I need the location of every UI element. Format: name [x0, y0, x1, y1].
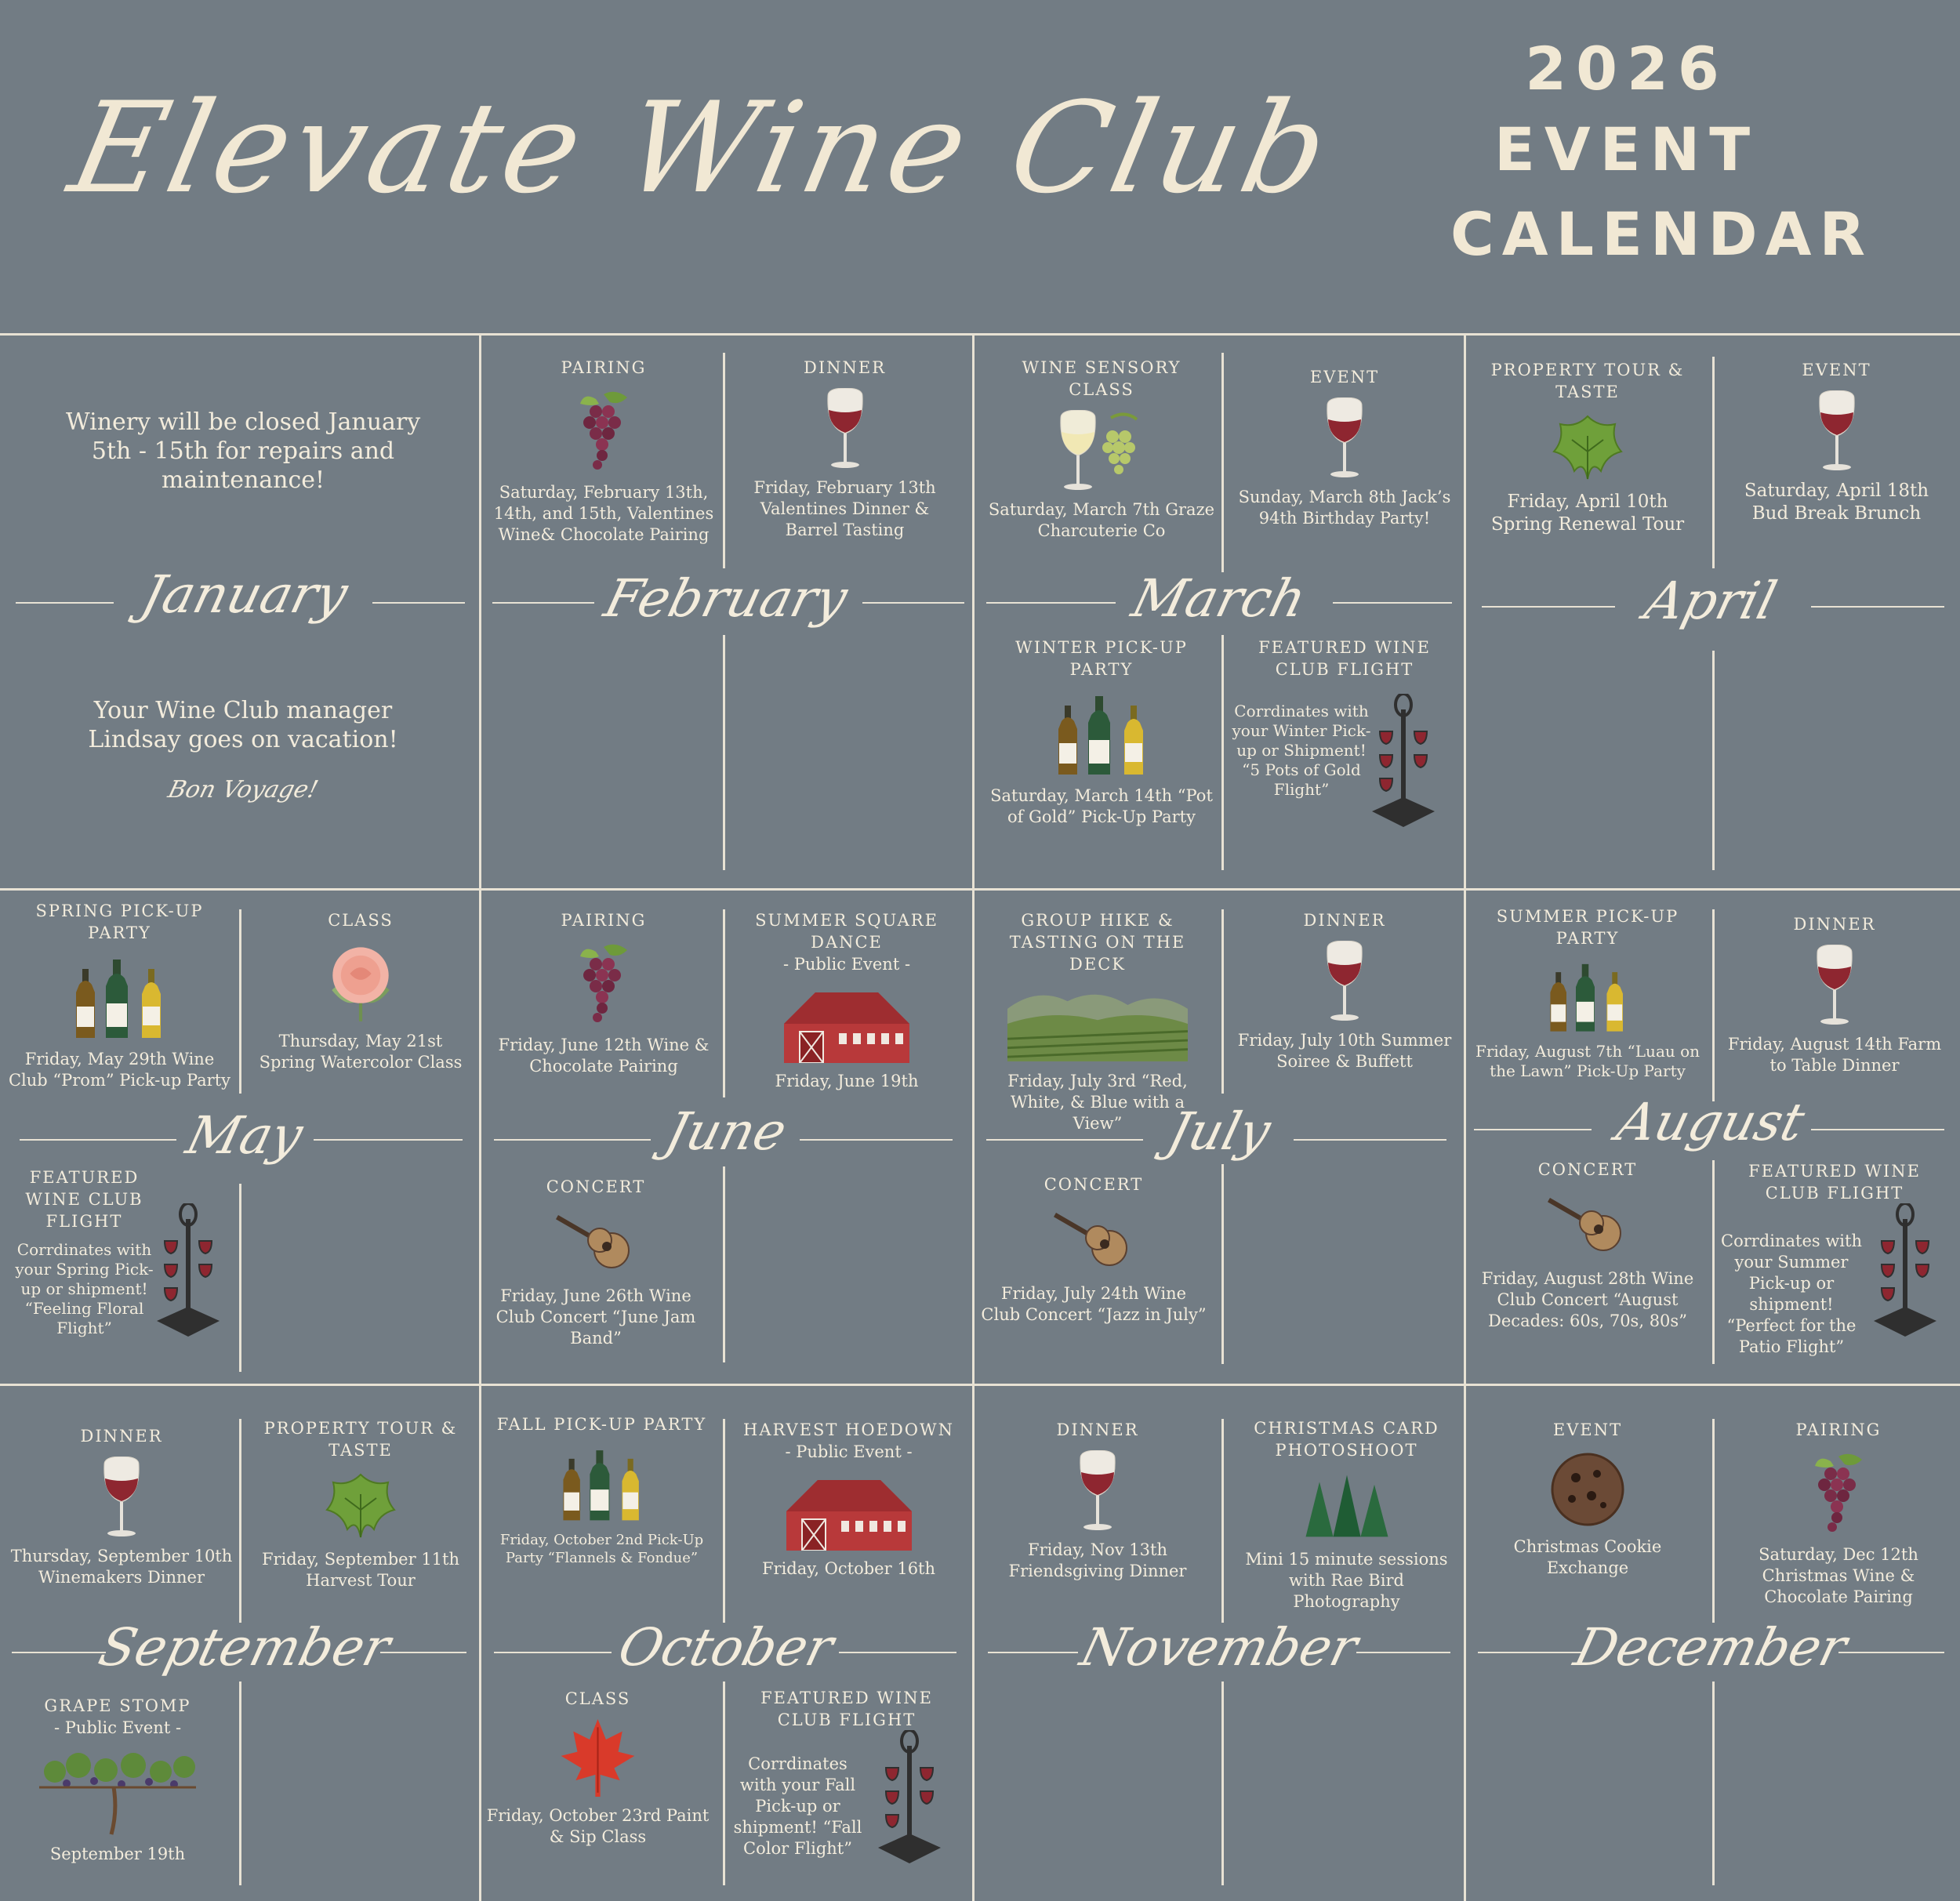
event-feb-dinner: [737, 357, 953, 541]
event-mar-birthday: [1231, 366, 1458, 529]
event-category: CLASS: [328, 911, 394, 930]
event-category: FEATURED WINE CLUB FLIGHT: [1258, 638, 1431, 679]
event-dec-cookie: [1474, 1419, 1701, 1579]
month-may: May: [180, 1105, 309, 1166]
divider: [239, 1682, 241, 1885]
wine-flight-rack-icon: [870, 1730, 949, 1865]
event-description: Corrdinates with your Spring Pick-up or shipment! “Feeling Floral Flight”: [15, 1240, 154, 1337]
wine-glass-icon: [98, 1457, 145, 1538]
event-may-flight: [8, 1166, 161, 1338]
event-category: SPRING PICK-UP PARTY: [35, 902, 204, 942]
divider: [1712, 909, 1715, 1101]
divider: [723, 1682, 725, 1885]
divider: [723, 909, 725, 1097]
event-category: FEATURED WINE CLUB FLIGHT: [25, 1168, 143, 1231]
guitar-icon: [1541, 1190, 1635, 1261]
guitar-icon: [1047, 1205, 1141, 1275]
grapes-icon: [1807, 1450, 1870, 1536]
club-title: Elevate Wine Club: [59, 74, 1345, 221]
event-description: Corrdinates with your Summer Pick-up or shipment! “Perfect for the Patio Flight”: [1721, 1232, 1862, 1356]
event-description: Friday, August 7th “Luau on the Lawn” Pick-Up Party: [1475, 1042, 1700, 1080]
event-category: SUMMER PICK-UP PARTY: [1496, 907, 1679, 948]
divider: [1712, 357, 1715, 568]
event-nov-dinner: [984, 1419, 1211, 1582]
event-category: CLASS: [564, 1689, 631, 1708]
event-category: PAIRING: [561, 911, 647, 930]
event-feb-pairing: [486, 357, 721, 546]
event-category: GROUP HIKE & TASTING ON THE DECK: [1009, 911, 1186, 974]
event-description: Friday, June 19th: [775, 1072, 919, 1090]
calendar-heading-calendar: CALENDAR: [1450, 199, 1873, 269]
event-description: Saturday, April 18th Bud Break Brunch: [1744, 481, 1929, 524]
event-description: Friday, September 11th Harvest Tour: [261, 1550, 460, 1590]
event-description: Friday, August 14th Farm to Table Dinner: [1727, 1035, 1942, 1075]
calendar-year: 2026: [1525, 34, 1729, 103]
grape-leaf-icon: [1552, 412, 1623, 483]
event-category: CONCERT: [546, 1177, 646, 1196]
divider: [1221, 635, 1224, 870]
event-category: DINNER: [1793, 915, 1876, 934]
event-apr-brunch: [1725, 359, 1948, 525]
divider: [239, 1184, 241, 1372]
event-category: EVENT: [1802, 361, 1871, 379]
event-description: Saturday, March 14th “Pot of Gold” Pick-Up Party: [990, 786, 1213, 826]
event-aug-dinner: [1721, 913, 1948, 1076]
divider: [723, 1166, 725, 1362]
wine-glass-icon: [1321, 941, 1368, 1022]
wine-bottles-icon: [559, 1445, 645, 1523]
event-jul-concert: [980, 1174, 1207, 1326]
event-description: Friday, October 23rd Paint & Sip Class: [486, 1806, 710, 1846]
grid-line-row2: [0, 888, 1960, 891]
red-barn-icon: [768, 985, 925, 1063]
divider: [1221, 1419, 1224, 1623]
event-oct-flight: [737, 1687, 956, 1731]
event-description: Mini 15 minute sessions with Rae Bird Photography: [1245, 1550, 1448, 1611]
event-category: PAIRING: [561, 358, 647, 377]
wine-glass-icon: [1074, 1450, 1121, 1532]
divider: [1712, 1419, 1715, 1623]
event-oct-pickup: [490, 1413, 713, 1567]
event-category: CONCERT: [1044, 1175, 1144, 1194]
event-oct-class: [486, 1688, 710, 1848]
event-aug-pickup: [1474, 905, 1701, 1081]
event-sep-dinner: [8, 1425, 235, 1588]
event-category: WINE SENSORY CLASS: [1022, 358, 1181, 399]
red-barn-icon: [771, 1472, 927, 1551]
event-category: EVENT: [1309, 368, 1380, 386]
grapes-icon: [572, 941, 635, 1027]
month-january: January: [135, 564, 354, 625]
event-aug-flight: [1721, 1160, 1948, 1204]
bon-voyage-text: Bon Voyage!: [165, 776, 321, 804]
event-description: Saturday, February 13th, 14th, and 15th, Valentines Wine& Chocolate Pairing: [493, 483, 714, 544]
divider: [723, 635, 725, 870]
pine-trees-icon: [1292, 1471, 1402, 1541]
event-description: Corrdinates with your Winter Pick-up or Shipment! “5 Pots of Gold Flight”: [1232, 702, 1371, 799]
event-category: FEATURED WINE CLUB FLIGHT: [760, 1689, 933, 1729]
month-december: December: [1568, 1617, 1853, 1678]
divider: [1221, 909, 1224, 1094]
event-jul-dinner: [1235, 909, 1454, 1072]
wine-flight-rack-icon: [1364, 694, 1443, 829]
event-category: DINNER: [80, 1427, 163, 1446]
event-oct-flight-desc: [729, 1754, 866, 1859]
event-description: Thursday, September 10th Winemakers Dinner: [10, 1547, 233, 1587]
event-dec-pairing: [1725, 1419, 1952, 1608]
divider: [239, 909, 241, 1094]
month-june: June: [659, 1101, 793, 1162]
event-aug-flight-desc: [1717, 1231, 1866, 1358]
divider: [1712, 1160, 1715, 1364]
event-category: CHRISTMAS CARD PHOTOSHOOT: [1254, 1419, 1439, 1460]
event-category: WINTER PICK-UP PARTY: [1015, 638, 1188, 679]
event-category: SUMMER SQUARE DANCE: [755, 911, 938, 952]
month-february: February: [598, 568, 854, 629]
event-description: Friday, May 29th Wine Club “Prom” Pick-up Party: [8, 1050, 231, 1090]
grid-line-row3: [0, 1384, 1960, 1386]
calendar-heading: [1450, 31, 1873, 275]
event-jun-square-dance: [733, 909, 960, 1092]
event-category: HARVEST HOEDOWN: [743, 1420, 954, 1439]
event-jun-concert: [486, 1176, 706, 1349]
divider: [723, 353, 725, 568]
event-description: Friday, October 16th: [761, 1559, 936, 1578]
event-description: Friday, July 3rd “Red, White, & Blue with a View”: [1007, 1072, 1188, 1133]
wine-glass-icon: [1321, 397, 1368, 479]
maple-leaf-icon: [561, 1719, 635, 1798]
event-mar-flight-desc: [1231, 702, 1372, 800]
wine-glass-icon: [1813, 390, 1860, 472]
event-mar-sensory: [988, 357, 1215, 542]
month-july: July: [1161, 1101, 1277, 1162]
public-event-label: - Public Event -: [785, 1442, 913, 1461]
event-category: DINNER: [803, 358, 887, 377]
month-august: August: [1610, 1092, 1811, 1152]
event-description: Friday, August 28th Wine Club Concert “August Decades: 60s, 70s, 80s”: [1481, 1269, 1694, 1330]
wine-glass-icon: [1811, 945, 1858, 1026]
wine-bottles-icon: [74, 953, 165, 1041]
event-description: Friday, July 10th Summer Soiree & Buffett: [1237, 1031, 1452, 1071]
grape-leaf-icon: [325, 1471, 396, 1541]
calendar-heading-event: EVENT: [1494, 114, 1760, 184]
divider: [1712, 651, 1715, 870]
divider: [1221, 353, 1224, 572]
white-wine-grapes-icon: [1054, 410, 1149, 492]
event-description: Sunday, March 8th Jack’s 94th Birthday Party!: [1238, 488, 1451, 528]
event-description: Friday, October 2nd Pick-Up Party “Flannels & Fondue”: [499, 1532, 704, 1566]
month-april: April: [1639, 571, 1783, 631]
event-category: PROPERTY TOUR & TASTE: [1490, 361, 1685, 401]
event-description: Friday, Nov 13th Friendsgiving Dinner: [1008, 1540, 1187, 1580]
divider: [239, 1419, 241, 1623]
guitar-icon: [549, 1207, 643, 1278]
wine-glass-icon: [822, 388, 869, 470]
event-description: Christmas Cookie Exchange: [1513, 1537, 1662, 1577]
event-mar-flight: [1231, 637, 1458, 680]
event-may-class: [251, 909, 470, 1073]
grapevine-icon: [39, 1748, 196, 1836]
event-description: Thursday, May 21st Spring Watercolor Class: [259, 1032, 463, 1072]
event-aug-concert: [1474, 1159, 1701, 1332]
divider: [1221, 1164, 1224, 1364]
event-description: Friday, April 10th Spring Renewal Tour: [1490, 492, 1685, 535]
wine-flight-rack-icon: [1866, 1203, 1944, 1338]
event-description: Saturday, Dec 12th Christmas Wine & Chocolate Pairing: [1759, 1545, 1918, 1606]
event-jul-hike: [984, 909, 1211, 1134]
divider: [1221, 1682, 1224, 1885]
event-description: Friday, February 13th Valentines Dinner & Barrel Tasting: [753, 478, 936, 539]
event-nov-photoshoot: [1235, 1417, 1458, 1613]
event-oct-hoedown: [737, 1419, 960, 1580]
event-category: EVENT: [1552, 1420, 1623, 1439]
rose-icon: [321, 941, 400, 1023]
event-category: PAIRING: [1795, 1420, 1882, 1439]
event-jun-pairing: [494, 909, 713, 1077]
event-sep-tour: [251, 1417, 470, 1591]
event-description: Friday, June 12th Wine & Chocolate Pairing: [498, 1036, 710, 1076]
event-description: Corrdinates with your Fall Pick-up or shipment! “Fall Color Flight”: [733, 1754, 862, 1858]
grid-line-top: [0, 333, 1960, 336]
event-category: CONCERT: [1537, 1160, 1638, 1179]
event-sep-stomp: [8, 1695, 227, 1865]
wine-bottles-icon: [1548, 959, 1627, 1034]
event-category: FEATURED WINE CLUB FLIGHT: [1748, 1162, 1921, 1203]
event-may-pickup: [8, 900, 231, 1091]
january-closed-note: Winery will be closed January 5th - 15th for repairs and maintenance!: [65, 408, 421, 494]
month-september: September: [93, 1617, 397, 1678]
event-category: DINNER: [1303, 911, 1386, 930]
divider: [723, 1419, 725, 1623]
event-description: Friday, July 24th Wine Club Concert “Jazz in July”: [981, 1284, 1207, 1324]
event-category: DINNER: [1056, 1420, 1139, 1439]
event-apr-tour: [1474, 359, 1701, 536]
event-mar-pickup: [988, 637, 1215, 828]
event-description: Friday, June 26th Wine Club Concert “June Jam Band”: [495, 1286, 696, 1348]
wine-flight-rack-icon: [149, 1203, 227, 1338]
event-category: GRAPE STOMP: [44, 1696, 191, 1715]
public-event-label: - Public Event -: [53, 1718, 182, 1737]
month-october: October: [612, 1617, 840, 1678]
event-description: Saturday, March 7th Graze Charcuterie Co: [988, 500, 1215, 540]
public-event-label: - Public Event -: [782, 955, 911, 974]
january-vacation-note: Your Wine Club manager Lindsay goes on vacation!: [88, 697, 398, 753]
wine-bottles-icon: [1057, 690, 1147, 778]
event-category: PROPERTY TOUR & TASTE: [263, 1419, 458, 1460]
divider: [1712, 1682, 1715, 1885]
event-category: FALL PICK-UP PARTY: [496, 1415, 707, 1434]
event-description: September 19th: [49, 1845, 186, 1863]
month-november: November: [1074, 1617, 1364, 1678]
month-march: March: [1126, 568, 1312, 629]
cookie-icon: [1548, 1450, 1627, 1529]
vineyard-hills-icon: [1007, 985, 1188, 1063]
grapes-icon: [572, 388, 635, 474]
